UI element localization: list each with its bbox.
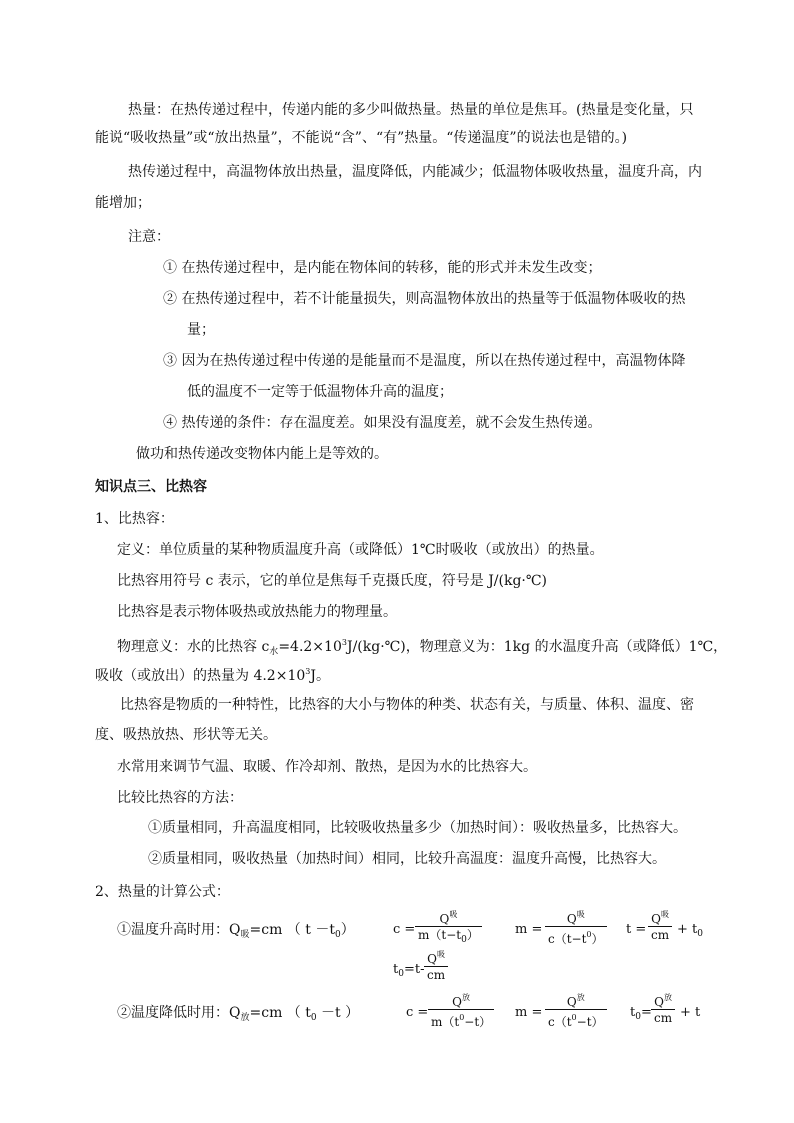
equivalence-note: 做功和热传递改变物体内能上是等效的。 bbox=[136, 446, 388, 462]
formula2-c-fraction: $Q^放$ $m(t^0-t)$ bbox=[428, 991, 494, 1029]
note-item-2-line-1: ② 在热传递过程中，若不计能量损失，则高温物体放出的热量等于低温物体吸收的热 bbox=[163, 291, 686, 307]
section-heading: 知识点三、比热容 bbox=[95, 479, 207, 495]
specific-heat-meaning: 比热容是表示物体吸热或放热能力的物理量。 bbox=[117, 604, 397, 620]
formula2-t0-fraction: $Q^放$ cm bbox=[651, 991, 675, 1025]
heat-transfer-line-2: 能增加； bbox=[95, 195, 151, 211]
physical-meaning-line-1: 物理意义：水的比热容 $c_水=4.2\times 10^3J/(kg\cdot℃)$，物理意义为：1kg 的水温度升高（或降低）1℃， bbox=[117, 638, 728, 657]
formula2-t0-lhs: $t_0=$ bbox=[630, 1005, 652, 1022]
heat-definition-line-2: 能说“吸收热量”或“放出热量”，不能说“含”、“有”热量。“传递温度”的说法也是错的。) bbox=[95, 130, 628, 146]
specific-heat-property-line-2: 度、吸热放热、形状等无关。 bbox=[95, 727, 277, 743]
note-label: 注意： bbox=[128, 229, 170, 245]
note-item-2-line-2: 量； bbox=[187, 322, 215, 338]
comparison-method-1: ①质量相同，升高温度相同，比较吸收热量多少（加热时间）：吸收热量多，比热容大。 bbox=[148, 820, 687, 836]
formula-m-lhs: m = bbox=[515, 922, 543, 937]
formula2-m-fraction: $Q^放$ $c(t^0-t)$ bbox=[545, 991, 607, 1029]
formula-t0-lhs: $t_0=t-$ bbox=[393, 962, 425, 979]
subsection-2-title: 2、热量的计算公式： bbox=[95, 884, 230, 900]
note-item-3-line-1: ③ 因为在热传递过程中传递的是能量而不是温度，所以在热传递过程中，高温物体降 bbox=[163, 353, 686, 369]
comparison-method-2: ②质量相同，吸收热量（加热时间）相同，比较升高温度：温度升高慢，比热容大。 bbox=[148, 851, 666, 867]
specific-heat-unit: 比热容用符号 c 表示，它的单位是焦每千克摄氏度，符号是 J/(kg·℃) bbox=[117, 573, 547, 589]
note-item-3-line-2: 低的温度不一定等于低温物体升高的温度； bbox=[187, 384, 453, 400]
formula-heat-released: ②温度降低时用：$Q_放=cm$ （ $t_0 -t$ ） bbox=[117, 1005, 360, 1023]
formula-t-lhs: t = bbox=[626, 922, 647, 937]
note-item-4: ④ 热传递的条件：存在温度差。如果没有温度差，就不会发生热传递。 bbox=[163, 415, 602, 431]
formula2-t0-rest: + t bbox=[680, 1005, 701, 1020]
formula-t-rest: + $t_0$ bbox=[677, 922, 703, 939]
water-usage-note: 水常用来调节气温、取暖、作冷却剂、散热，是因为水的比热容大。 bbox=[117, 759, 537, 775]
formula-t-fraction: $Q^吸$ cm bbox=[648, 908, 672, 942]
formula-c-lhs: c = bbox=[393, 922, 416, 937]
specific-heat-property-line-1: 比热容是物质的一种特性，比热容的大小与物体的种类、状态有关，与质量、体积、温度、密 bbox=[120, 697, 694, 713]
heat-transfer-line-1: 热传递过程中，高温物体放出热量，温度降低，内能减少；低温物体吸收热量，温度升高，内 bbox=[128, 164, 702, 180]
formula-c-fraction: $Q^吸$ $m(t-t_0)$ bbox=[415, 908, 482, 947]
formula-m-fraction: $Q^吸$ $c(t-t^0)$ bbox=[545, 908, 607, 946]
subsection-1-title: 1、比热容： bbox=[95, 511, 174, 527]
specific-heat-definition: 定义：单位质量的某种物质温度升高（或降低）1℃时吸收（或放出）的热量。 bbox=[117, 542, 604, 558]
comparison-method-title: 比较比热容的方法： bbox=[117, 790, 243, 806]
formula-t0-fraction: $Q^吸$ cm bbox=[424, 948, 448, 982]
heat-definition-line-1: 热量：在热传递过程中，传递内能的多少叫做热量。热量的单位是焦耳。(热量是变化量，只 bbox=[128, 102, 694, 118]
formula2-c-lhs: c = bbox=[406, 1005, 429, 1020]
formula2-m-lhs: m = bbox=[515, 1005, 543, 1020]
physical-meaning-line-2: 吸收（或放出）的热量为 $4.2\times 10^3J$。 bbox=[95, 667, 330, 684]
formula-heat-absorbed: ①温度升高时用：$Q_吸=cm$ （ $t -t_0$） bbox=[117, 922, 355, 940]
note-item-1: ① 在热传递过程中，是内能在物体间的转移，能的形式并未发生改变； bbox=[163, 260, 602, 276]
